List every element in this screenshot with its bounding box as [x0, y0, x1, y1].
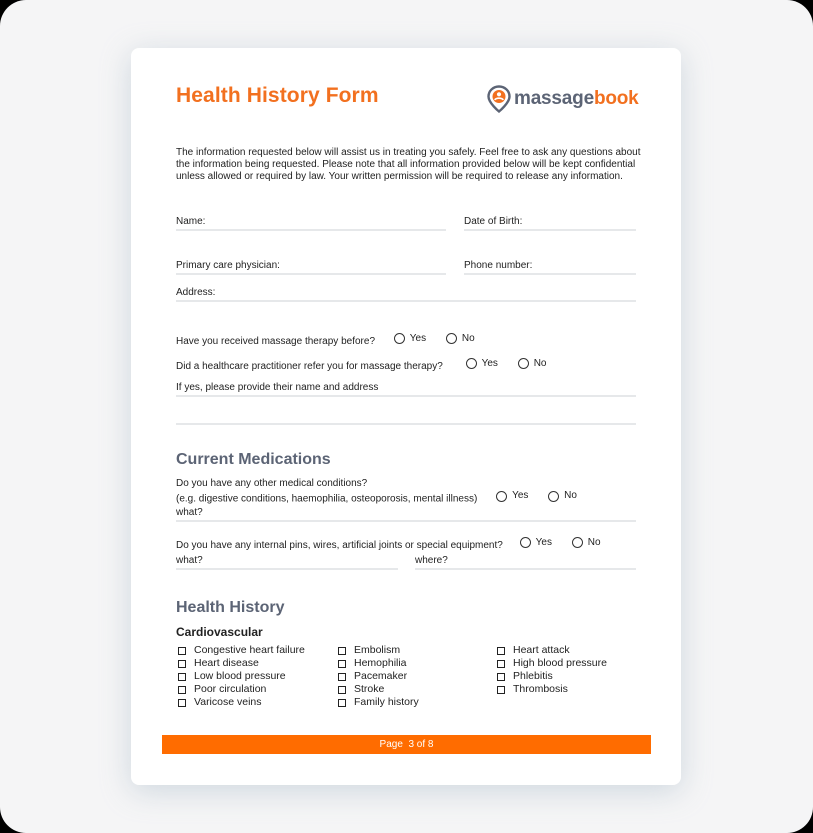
radio-yes[interactable]: Yes — [520, 537, 552, 548]
checkbox-icon — [178, 686, 186, 694]
referrer-details-label: If yes, please provide their name and address — [176, 382, 379, 393]
checkbox-item[interactable]: Pacemaker — [336, 670, 419, 683]
form-title: Health History Form — [176, 84, 379, 107]
question-label-line2: (e.g. digestive conditions, haemophilia, osteoporosis, mental illness) — [176, 493, 478, 505]
phone-field[interactable] — [464, 260, 636, 275]
brand-logo — [487, 85, 639, 113]
address-label: Address: — [176, 287, 216, 298]
question-label-line1: Do you have any other medical conditions? — [176, 478, 368, 489]
checkbox-icon — [497, 660, 505, 668]
referrer-details-field[interactable] — [176, 382, 636, 397]
physician-label: Primary care physician: — [176, 260, 280, 271]
checkbox-item[interactable]: Stroke — [336, 683, 419, 696]
physician-field[interactable] — [176, 260, 446, 275]
implants-where-field[interactable] — [415, 555, 636, 570]
radio-yes[interactable]: Yes — [496, 490, 528, 502]
question-referral — [176, 358, 547, 372]
checkbox-item[interactable]: High blood pressure — [495, 657, 607, 670]
checkbox-item[interactable]: Family history — [336, 696, 419, 709]
checkbox-item[interactable]: Congestive heart failure — [176, 644, 305, 657]
radio-no[interactable]: No — [518, 358, 547, 369]
checkbox-item[interactable]: Embolism — [336, 644, 419, 657]
section-health-history: Health History — [176, 599, 285, 616]
checkbox-icon — [338, 660, 346, 668]
implants-where-label: where? — [415, 555, 448, 566]
checkbox-icon — [338, 673, 346, 681]
dob-field[interactable] — [464, 216, 636, 231]
form-page — [131, 48, 681, 785]
category-cardiovascular: Cardiovascular — [176, 625, 263, 639]
checklist-column-1 — [176, 644, 305, 709]
question-label: Do you have any internal pins, wires, artificial joints or special equipment? — [176, 540, 503, 551]
radio-yes[interactable]: Yes — [394, 333, 426, 344]
checkbox-icon — [338, 699, 346, 707]
checkbox-icon — [497, 647, 505, 655]
address-field[interactable] — [176, 287, 636, 302]
radio-circle-icon — [548, 491, 559, 502]
checkbox-icon — [178, 647, 186, 655]
checkbox-item[interactable]: Low blood pressure — [176, 670, 305, 683]
conditions-what-label: what? — [176, 507, 203, 518]
checkbox-icon — [178, 673, 186, 681]
checkbox-icon — [497, 686, 505, 694]
radio-no[interactable]: No — [446, 333, 475, 344]
implants-what-label: what? — [176, 555, 203, 566]
question-medical-conditions — [176, 478, 577, 506]
checklist-column-2 — [336, 644, 419, 709]
name-field[interactable] — [176, 216, 446, 231]
checkbox-item[interactable]: Hemophilia — [336, 657, 419, 670]
implants-what-field[interactable] — [176, 555, 398, 570]
brand-name-part2: book — [593, 88, 639, 109]
page-footer-bar — [162, 735, 651, 754]
checkbox-icon — [178, 660, 186, 668]
page-indicator: Page 3 of 8 — [379, 739, 434, 750]
section-current-medications: Current Medications — [176, 451, 331, 468]
checkbox-item[interactable]: Thrombosis — [495, 683, 607, 696]
checkbox-icon — [338, 647, 346, 655]
checkbox-icon — [338, 686, 346, 694]
radio-circle-icon — [394, 333, 405, 344]
phone-label: Phone number: — [464, 260, 533, 271]
question-prior-massage — [176, 333, 475, 347]
radio-circle-icon — [496, 491, 507, 502]
checklist-column-3 — [495, 644, 607, 696]
question-label: Have you received massage therapy before? — [176, 336, 376, 347]
checkbox-icon — [178, 699, 186, 707]
map-pin-person-icon — [487, 85, 511, 113]
radio-no[interactable]: No — [548, 490, 577, 502]
checkbox-item[interactable]: Heart disease — [176, 657, 305, 670]
radio-circle-icon — [446, 333, 457, 344]
checkbox-item[interactable]: Phlebitis — [495, 670, 607, 683]
referrer-details-line-2[interactable] — [176, 423, 636, 425]
checkbox-item[interactable]: Varicose veins — [176, 696, 305, 709]
checkbox-item[interactable]: Heart attack — [495, 644, 607, 657]
conditions-what-field[interactable] — [176, 507, 636, 522]
checkbox-icon — [497, 673, 505, 681]
dob-label: Date of Birth: — [464, 216, 523, 227]
radio-circle-icon — [466, 358, 477, 369]
radio-circle-icon — [572, 537, 583, 548]
checkbox-item[interactable]: Poor circulation — [176, 683, 305, 696]
radio-circle-icon — [520, 537, 531, 548]
radio-circle-icon — [518, 358, 529, 369]
radio-no[interactable]: No — [572, 537, 601, 548]
radio-yes[interactable]: Yes — [466, 358, 498, 369]
question-label: Did a healthcare practitioner refer you for massage therapy? — [176, 361, 443, 372]
name-label: Name: — [176, 216, 206, 227]
brand-name-part1: massage — [514, 88, 594, 109]
intro-paragraph: The information requested below will assist us in treating you safely. Feel free to ask any questions about the information being requested. Please note that all information provided below will be kept confidential unless allowed or required by law. Your written permission will be required to release any information. — [176, 147, 641, 182]
question-implants — [176, 537, 601, 551]
